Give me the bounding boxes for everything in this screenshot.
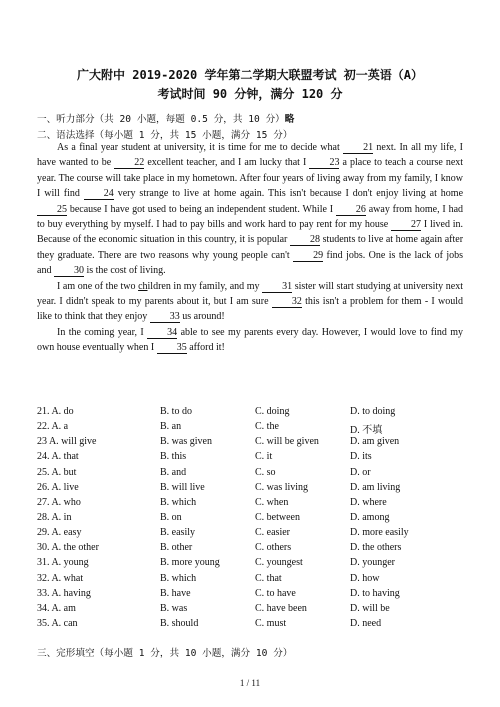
option-b: B. other <box>160 542 193 554</box>
option-a: 25. A. but <box>37 466 77 478</box>
passage-text: away from home, I had to buy everything by myself. I had to pay bills and work hard to pay rent for my house <box>37 203 464 231</box>
option-row <box>37 421 467 436</box>
option-a: 33. A. having <box>37 587 91 599</box>
option-a: 35. A. can <box>37 617 78 629</box>
exam-title: 广大附中 2019-2020 学年第二学期大联盟考试 初一英语（A） <box>77 68 423 82</box>
option-row <box>37 482 467 497</box>
grammar-passage <box>37 140 463 356</box>
option-b: B. will live <box>160 481 205 493</box>
passage-paragraph-2 <box>37 279 463 325</box>
options-list <box>37 406 467 633</box>
blank-34: 34 <box>147 327 177 339</box>
option-c: C. have been <box>255 602 307 614</box>
option-row <box>37 512 467 527</box>
blank-32: 32 <box>272 296 302 308</box>
option-c: C. between <box>255 511 300 523</box>
option-row <box>37 603 467 618</box>
option-row <box>37 451 467 466</box>
passage-text: excellent teacher, and I am lucky that I <box>147 157 307 169</box>
option-d: D. more easily <box>350 527 409 539</box>
section-listening-text: 一、听力部分（共 20 小题，每题 0.5 分，共 10 分） <box>37 114 285 125</box>
blank-27: 27 <box>391 219 421 231</box>
option-d: D. am given <box>350 436 400 448</box>
option-b: B. was <box>160 602 188 614</box>
option-a: 29. A. easy <box>37 527 82 539</box>
passage-text: a place to teach a course next year. The course will take place in my hometown. After four years of living away from my family, I know I will find <box>37 157 464 200</box>
option-c: C. was living <box>255 481 309 493</box>
option-row <box>37 467 467 482</box>
option-row <box>37 588 467 603</box>
option-row <box>37 573 467 588</box>
blank-31: 31 <box>262 281 292 293</box>
option-row <box>37 497 467 512</box>
blank-22: 22 <box>114 157 144 169</box>
option-c: C. it <box>255 451 273 463</box>
passage-text: I lived in. Because of the economic situation in this country, it is popular <box>37 219 464 246</box>
blank-26: 26 <box>336 204 366 216</box>
passage-text: As a final year student at university, it is time for me to decide what <box>57 142 340 153</box>
option-a: 28. A. in <box>37 511 72 523</box>
blank-24: 24 <box>84 188 114 200</box>
option-row <box>37 436 467 451</box>
option-d: D. need <box>350 617 382 629</box>
blank-33: 33 <box>150 311 180 323</box>
option-b: B. easily <box>160 527 195 539</box>
passage-text: is the cost of living. <box>86 265 166 277</box>
passage-text: us around! <box>182 311 225 323</box>
option-a: 21. A. do <box>37 406 74 417</box>
option-d: D. to doing <box>350 406 396 417</box>
option-b: B. this <box>160 451 187 463</box>
passage-text: students to live at home again after they graduate. There are two reasons why young people can't <box>37 234 464 261</box>
option-b: B. to do <box>160 406 192 417</box>
blank-28: 28 <box>290 234 320 246</box>
option-b: B. an <box>160 421 182 433</box>
blank-21: 21 <box>343 142 373 154</box>
option-b: B. which <box>160 572 197 584</box>
option-d: D. where <box>350 496 387 508</box>
option-b: B. more young <box>160 557 220 569</box>
option-c: C. the <box>255 421 279 433</box>
passage-text: I am one of the two <box>57 280 139 292</box>
section-cloze-heading: 三、完形填空（每小题 1 分，共 10 小题，满分 10 分） <box>37 648 293 659</box>
passage-text: next. In all my life, I have wanted to be <box>37 142 463 169</box>
option-d: D. among <box>350 511 390 523</box>
option-d: D. 不填 <box>350 425 383 437</box>
option-d: D. will be <box>350 602 390 614</box>
option-c: C. so <box>255 466 276 478</box>
option-a: 27. A. who <box>37 496 81 508</box>
option-d: D. am living <box>350 481 401 493</box>
option-d: D. how <box>350 572 380 584</box>
passage-text: sister will start studying at university next year. I didn't speak to my parents about it, but I am sure <box>37 280 463 308</box>
blank-35: 35 <box>157 342 187 354</box>
option-c: C. that <box>255 572 282 584</box>
option-c: C. easier <box>255 527 290 539</box>
blank-23: 23 <box>309 157 339 169</box>
passage-text: because I have got used to being an independent student. While I <box>69 203 334 215</box>
section-listening-heading <box>37 111 294 125</box>
blank-29: 29 <box>293 250 323 262</box>
option-a: 34. A. am <box>37 602 76 614</box>
option-b: B. was given <box>160 436 212 448</box>
option-b: B. and <box>160 466 187 478</box>
option-b: B. have <box>160 587 191 599</box>
passage-text: this isn't a problem for them - I would like to think that they enjoy <box>37 296 464 323</box>
passage-text: In the coming year, I <box>57 326 144 338</box>
exam-subtitle: 考试时间 90 分钟，满分 120 分 <box>157 87 343 101</box>
option-d: D. to having <box>350 587 400 599</box>
option-a: 24. A. that <box>37 451 79 463</box>
option-row <box>37 557 467 572</box>
option-c: C. to have <box>255 587 296 599</box>
option-d: D. the others <box>350 542 402 554</box>
option-c: C. doing <box>255 406 290 417</box>
option-a: 22. A. a <box>37 421 69 433</box>
option-b: B. which <box>160 496 197 508</box>
option-a: 32. A. what <box>37 572 84 584</box>
option-c: C. others <box>255 542 292 554</box>
option-row <box>37 406 467 421</box>
option-row <box>37 542 467 557</box>
option-a: 26. A. live <box>37 481 79 493</box>
underlined-text: ch <box>138 280 148 292</box>
option-b: B. on <box>160 511 182 523</box>
passage-paragraph-1 <box>37 140 463 279</box>
passage-text: ildren in my family, and my <box>147 280 260 292</box>
section-grammar-heading: 二、语法选择（每小题 1 分，共 15 小题，满分 15 分） <box>37 130 293 141</box>
blank-30: 30 <box>54 265 84 277</box>
option-a: 31. A. young <box>37 557 89 569</box>
option-c: C. when <box>255 496 289 508</box>
option-c: C. must <box>255 617 287 629</box>
blank-25: 25 <box>37 204 67 216</box>
passage-text: afford it! <box>189 342 225 354</box>
page-number: 1 / 11 <box>239 678 261 688</box>
passage-text: able to see my parents every day. However, I would love to find my own house eventually when I <box>37 326 464 354</box>
option-a: 23 A. will give <box>37 436 97 448</box>
passage-text: very strange to live at home again. This isn't because I don't enjoy living at home <box>117 188 464 200</box>
option-row <box>37 618 467 633</box>
option-d: D. or <box>350 466 371 478</box>
option-b: B. should <box>160 617 199 629</box>
passage-text: find jobs. One is the lack of jobs and <box>37 249 464 277</box>
option-row <box>37 527 467 542</box>
option-c: C. youngest <box>255 557 303 569</box>
passage-paragraph-3 <box>37 325 463 356</box>
option-a: 30. A. the other <box>37 542 99 554</box>
option-d: D. its <box>350 451 372 463</box>
option-d: D. younger <box>350 557 395 569</box>
option-c: C. will be given <box>255 436 319 448</box>
section-listening-omitted: 略 <box>284 114 295 125</box>
